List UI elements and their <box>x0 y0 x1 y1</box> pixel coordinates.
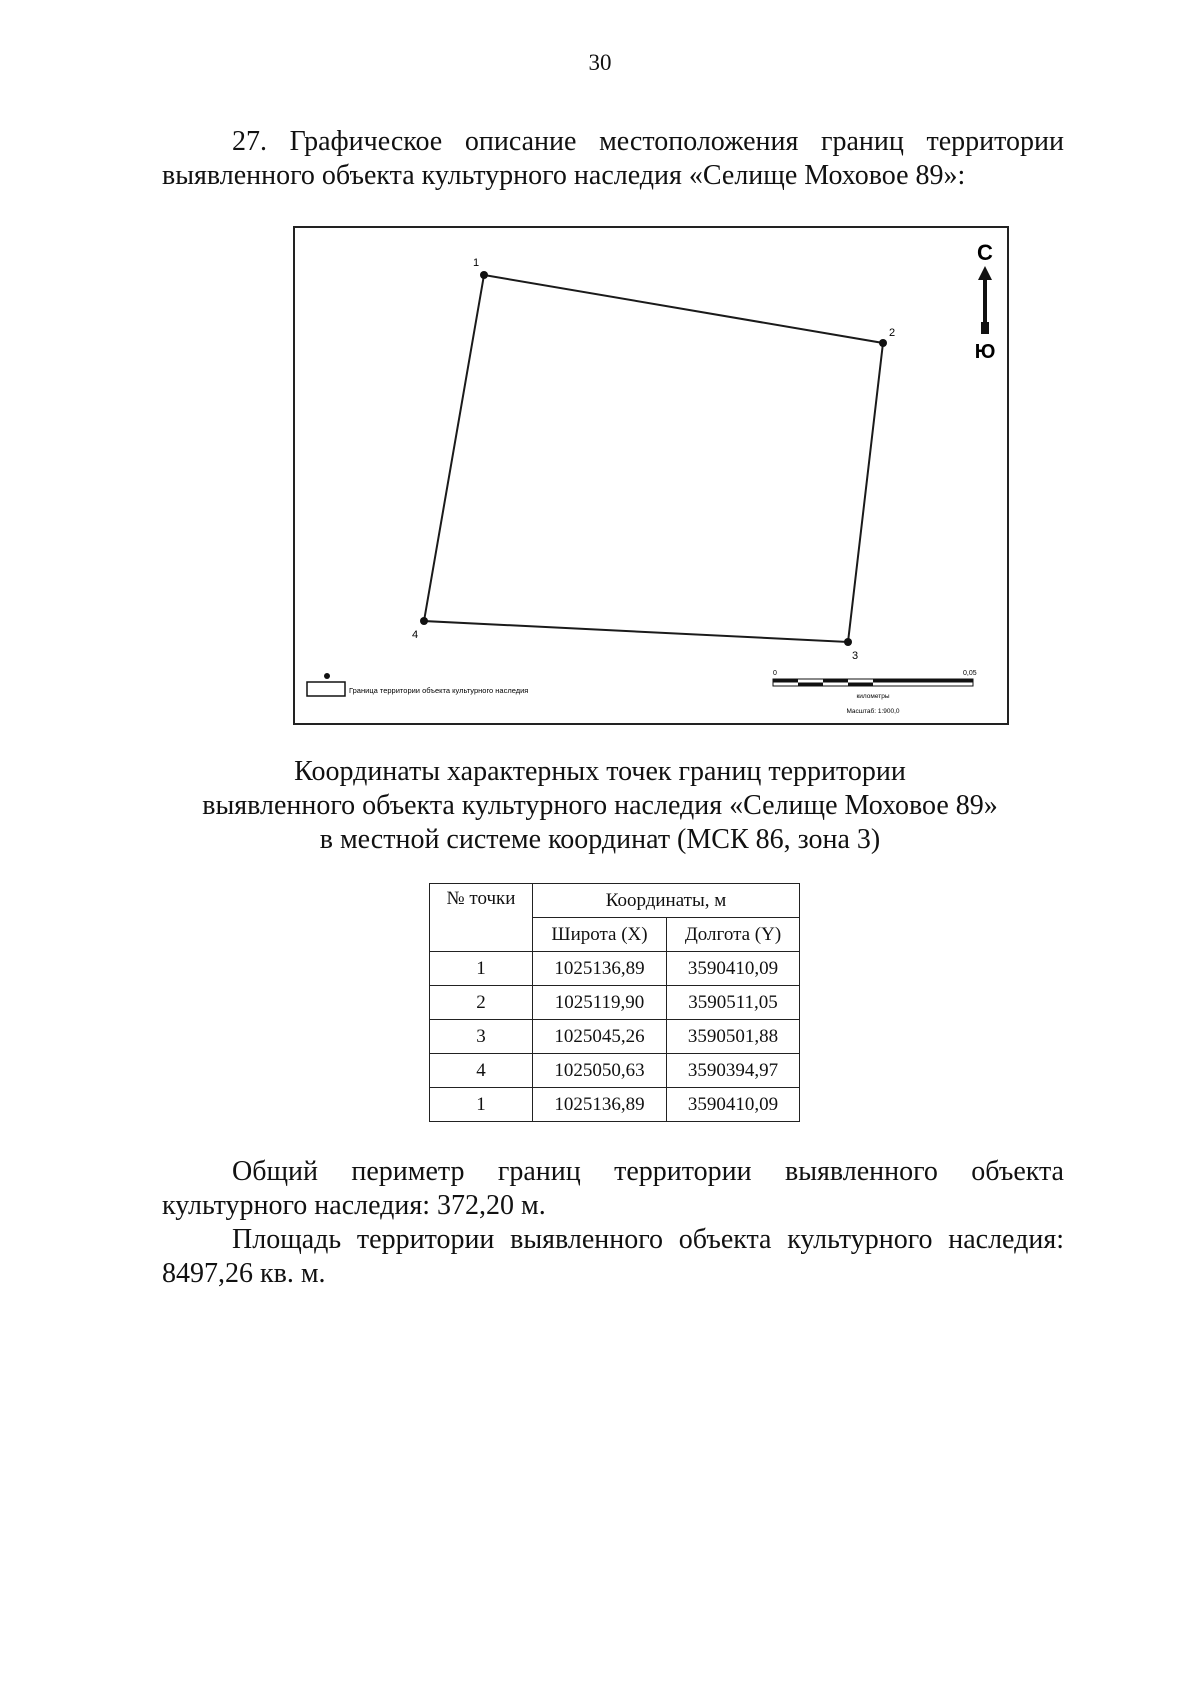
intro-line-1: 27. Графическое описание местоположения границ территории <box>232 126 1064 157</box>
north-arrow-icon <box>975 240 996 363</box>
perimeter-line-1: Общий периметр границ территории выявленного объекта <box>232 1156 1064 1187</box>
point-label-4: 4 <box>412 629 419 641</box>
cell-point-number: 1 <box>430 952 533 986</box>
map-legend <box>307 673 528 696</box>
header-x: Широта (X) <box>533 918 667 952</box>
intro-line-2: выявленного объекта культурного наследия «Селище Моховое 89»: <box>162 160 966 191</box>
table-header-row <box>430 884 800 918</box>
boundary-point-4 <box>420 617 428 625</box>
cell-point-number: 3 <box>430 1020 533 1054</box>
cell-y: 3590410,09 <box>667 1088 800 1122</box>
cell-y: 3590410,09 <box>667 952 800 986</box>
area-paragraph <box>162 1223 1064 1291</box>
boundary-point-3 <box>844 638 852 646</box>
cell-y: 3590511,05 <box>667 986 800 1020</box>
page-number: 30 <box>588 50 612 75</box>
scale-end-label: 0,05 <box>963 670 977 677</box>
cell-y: 3590394,97 <box>667 1054 800 1088</box>
cell-point-number: 4 <box>430 1054 533 1088</box>
legend-swatch <box>307 682 345 696</box>
legend-label: Граница территории объекта культурного наследия <box>349 686 529 695</box>
table-caption <box>0 755 1200 857</box>
scale-start-label: 0 <box>773 670 777 677</box>
boundary-point-2 <box>879 339 887 347</box>
point-label-3: 3 <box>852 650 859 662</box>
intro-paragraph <box>162 125 1064 193</box>
point-label-1: 1 <box>473 257 480 269</box>
table-row <box>430 1054 800 1088</box>
boundary-map <box>293 226 1009 725</box>
coordinates-table <box>429 883 800 1122</box>
table-row <box>430 1020 800 1054</box>
territory-boundary <box>424 275 883 642</box>
cell-point-number: 2 <box>430 986 533 1020</box>
map-canvas <box>295 228 1011 727</box>
boundary-point-1 <box>480 271 488 279</box>
cell-x: 1025136,89 <box>533 1088 667 1122</box>
table-row <box>430 1088 800 1122</box>
caption-line-3: в местной системе координат (МСК 86, зона 3) <box>319 824 881 855</box>
header-coordinates: Координаты, м <box>533 884 800 918</box>
scale-unit-label: километры <box>856 693 890 700</box>
table-row <box>430 986 800 1020</box>
scale-ratio-label: Масштаб: 1:900,0 <box>846 708 900 715</box>
compass-north-label: С <box>977 240 993 265</box>
area-line-1: Площадь территории выявленного объекта культурного наследия: <box>232 1224 1064 1255</box>
caption-line-2: выявленного объекта культурного наследия «Селище Моховое 89» <box>202 790 998 821</box>
cell-x: 1025136,89 <box>533 952 667 986</box>
cell-x: 1025119,90 <box>533 986 667 1020</box>
perimeter-paragraph <box>162 1155 1064 1223</box>
header-y: Долгота (Y) <box>667 918 800 952</box>
compass-south-label: Ю <box>974 341 996 363</box>
header-point-number: № точки <box>430 884 533 952</box>
caption-line-1: Координаты характерных точек границ территории <box>294 756 906 787</box>
cell-point-number: 1 <box>430 1088 533 1122</box>
table-row <box>430 952 800 986</box>
cell-x: 1025045,26 <box>533 1020 667 1054</box>
area-line-2: 8497,26 кв. м. <box>162 1258 326 1289</box>
scale-bar <box>773 670 977 715</box>
perimeter-line-2: культурного наследия: 372,20 м. <box>162 1190 546 1221</box>
cell-y: 3590501,88 <box>667 1020 800 1054</box>
cell-x: 1025050,63 <box>533 1054 667 1088</box>
point-label-2: 2 <box>889 327 896 339</box>
